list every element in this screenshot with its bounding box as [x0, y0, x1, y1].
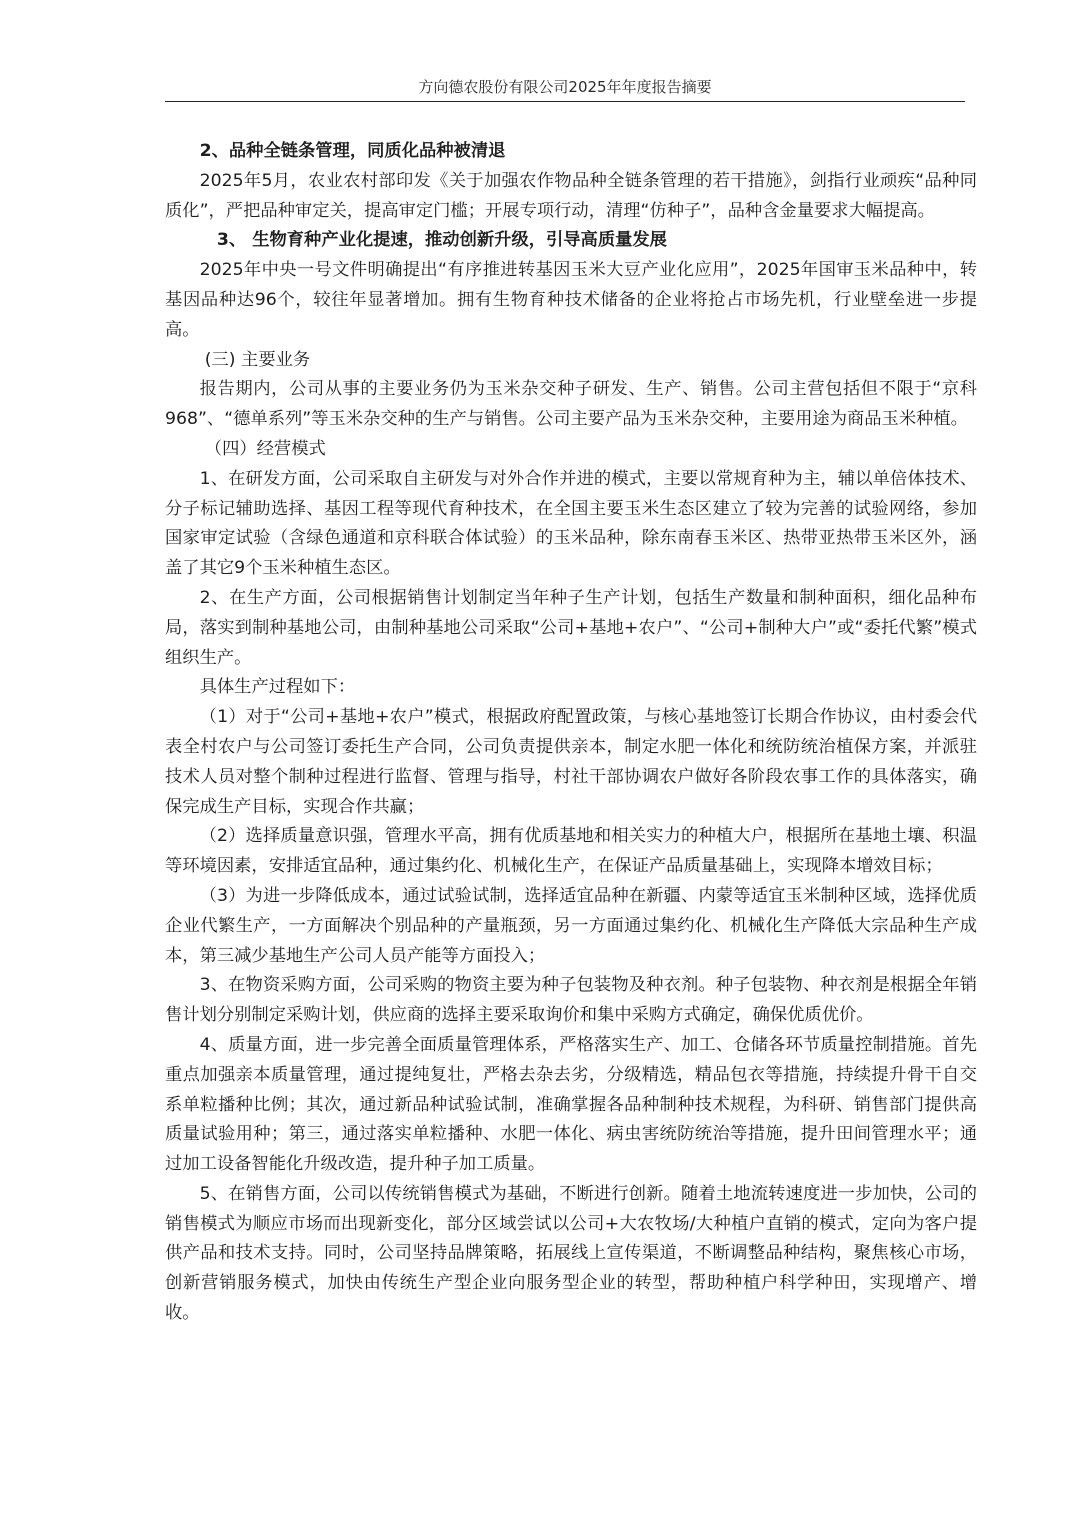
report-body [165, 137, 977, 1329]
paragraph-production-intro: 具体生产过程如下： [199, 677, 356, 698]
paragraph-sales: 5、在销售方面，公司以传统销售模式为基础，不断进行创新。随着土地流转速度进一步加快，公司的销售模式为顺应市场而出现新变化，部分区域尝试以公司+大农牧场/大种植户直销的模式，定向为客户提供产品和技术支持。同时，公司坚持品牌策略，拓展线上宣传渠道，不断调整品种结构，聚焦核心市场，创新营销服务模式，加快由传统生产型企业向服务型企业的转型，帮助种植户科学种田，实现增产、增收。 [165, 1183, 977, 1324]
paragraph-production-3: （3）为进一步降低成本，通过试验试制，选择适宜品种在新疆、内蒙等适宜玉米制种区域，选择优质企业代繁生产，一方面解决个别品种的产量瓶颈，另一方面通过集约化、机械化生产降低大宗品种生产成本，第三减少基地生产公司人员产能等方面投入； [165, 885, 977, 966]
paragraph-production-1: （1）对于“公司+基地+农户”模式，根据政府配置政策，与核心基地签订长期合作协议，由村委会代表全村农户与公司签订委托生产合同，公司负责提供亲本，制定水肥一体化和统防统治植保方案，并派驻技术人员对整个制种过程进行监督、管理与指导，村社干部协调农户做好各阶段农事工作的具体落实，确保完成生产目标，实现合作共赢； [165, 707, 977, 817]
paragraph-procurement: 3、在物资采购方面，公司采购的物资主要为种子包装物及种衣剂。种子包装物、种衣剂是根据全年销售计划分别制定采购计划，供应商的选择主要采取询价和集中采购方式确定，确保优质优价。 [165, 975, 977, 1026]
heading-biobreeding: 3、 生物育种产业化提速，推动创新升级，引导高质量发展 [216, 230, 667, 251]
section-main-business: (三) 主要业务 [204, 349, 311, 370]
paragraph-production: 2、在生产方面，公司根据销售计划制定当年种子生产计划，包括生产数量和制种面积，细化品种布局，落实到制种基地公司，由制种基地公司采取“公司+基地+农户”、“公司+制种大户”或“委托代繁”模式组织生产。 [165, 587, 977, 668]
heading-variety-management: 2、品种全链条管理，同质化品种被清退 [199, 141, 506, 161]
page-header: 方向德农股份有限公司2025年年度报告摘要 [165, 74, 965, 102]
section-business-model: （四）经营模式 [204, 438, 326, 459]
paragraph-variety-management: 2025年5月，农业农村部印发《关于加强农作物品种全链条管理的若干措施》，剑指行业顽疾“品种同质化”，严把品种审定关，提高审定门槛；开展专项行动，清理“仿种子”，品种含金量要求大幅提高。 [165, 170, 977, 221]
paragraph-quality: 4、质量方面，进一步完善全面质量管理体系，严格落实生产、加工、仓储各环节质量控制措施。首先重点加强亲本质量管理，通过提纯复壮，严格去杂去劣，分级精选，精品包衣等措施，持续提升骨干自交系单粒播种比例；其次，通过新品种试验试制，准确掌握各品种制种技术规程，为科研、销售部门提供高质量试验用种；第三，通过落实单粒播种、水肥一体化、病虫害统防统治等措施，提升田间管理水平；通过加工设备智能化升级改造，提升种子加工质量。 [165, 1034, 977, 1175]
paragraph-rd: 1、在研发方面，公司采取自主研发与对外合作并进的模式，主要以常规育种为主，辅以单倍体技术、分子标记辅助选择、基因工程等现代育种技术，在全国主要玉米生态区建立了较为完善的试验网络，参加国家审定试验（含绿色通道和京科联合体试验）的玉米品种，除东南春玉米区、热带亚热带玉米区外，涵盖了其它9个玉米种植生态区。 [165, 468, 977, 579]
paragraph-production-2: （2）选择质量意识强，管理水平高，拥有优质基地和相关实力的种植大户，根据所在基地土壤、积温等环境因素，安排适宜品种，通过集约化、机械化生产，在保证产品质量基础上，实现降本增效目标； [165, 826, 977, 877]
paragraph-biobreeding: 2025年中央一号文件明确提出“有序推进转基因玉米大豆产业化应用”，2025年国审玉米品种中，转基因品种达96个，较往年显著增加。拥有生物育种技术储备的企业将抢占市场先机，行业壁垒进一步提高。 [165, 260, 977, 340]
paragraph-main-business: 报告期内，公司从事的主要业务仍为玉米杂交种子研发、生产、销售。公司主营包括但不限于“京科968”、“德单系列”等玉米杂交种的生产与销售。公司主要产品为玉米杂交种，主要用途为商品玉米种植。 [165, 379, 977, 430]
